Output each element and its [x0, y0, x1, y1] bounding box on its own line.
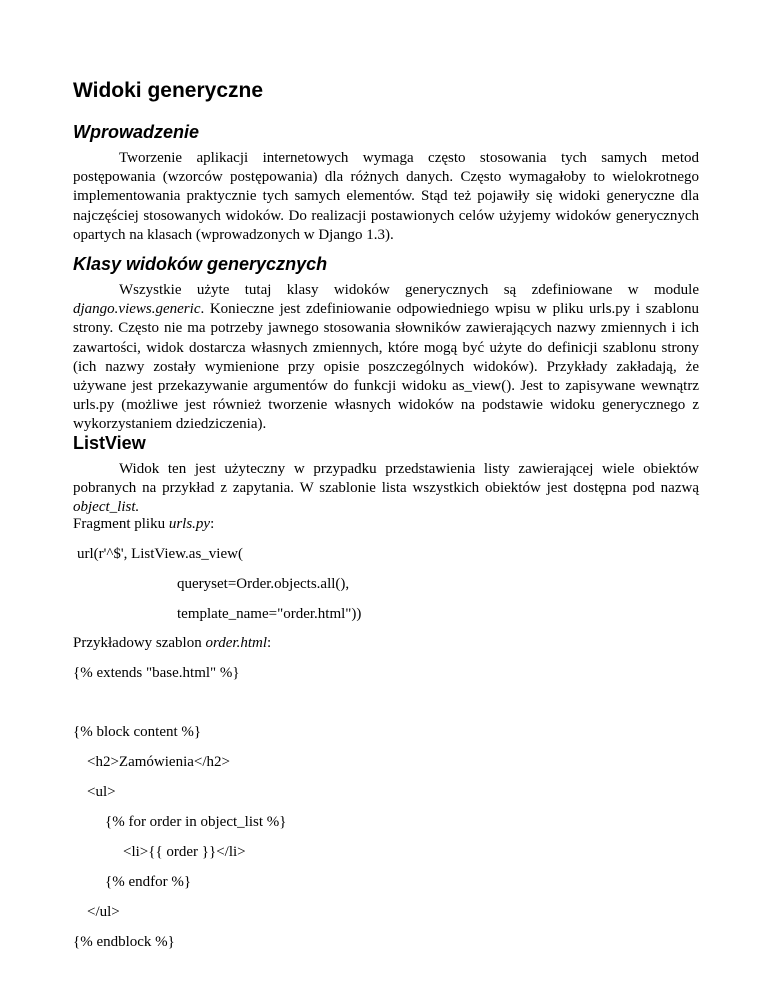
template-colon: :: [267, 635, 272, 651]
page-title: Widoki generyczne: [73, 79, 264, 102]
code-line: {% extends "base.html" %}: [73, 665, 240, 681]
urls-caption: [73, 515, 214, 534]
code-line: template_name="order.html")): [177, 606, 362, 622]
code-line: {% endfor %}: [105, 874, 192, 890]
urls-colon: :: [210, 516, 215, 532]
code-line: {% for order in object_list %}: [105, 814, 287, 830]
template-label: Przykładowy szablon: [73, 635, 202, 651]
intro-text: Tworzenie aplikacji internetowych wymaga często stosowania tych samych metod postępowania (wzorców postępowania) dla różnych danych. Często wymagałoby to wielokrotnego implementowania praktycznie tych samych elementów. Stąd też pojawiły się widoki generyczne dla najczęściej stosowanych widoków. Do realizacji postawionych celów użyjemy widoków generycznych opartych na klasach (wprowadzonych w Django 1.3).: [73, 150, 699, 243]
paragraph-listview: [73, 460, 699, 518]
module-name: django.views.generic: [73, 301, 201, 318]
code-line: {% block content %}: [73, 724, 202, 740]
paragraph-intro: [73, 149, 699, 245]
classes-text-after: . Konieczne jest zdefiniowanie odpowiedniego wpisu w pliku urls.py i szablonu strony. Często nie ma potrzeby jawnego stosowania słowników zawierających nazwy zmiennych i ich zawartości, widok dostarcza własnych zmiennych, które mogą być użyte do definicji szablonu strony (ich nazwy zostały wymienione przy opisie poszczególnych widoków). Przykłady zakładają, że używane jest przekazywanie argumentów do funkcji widoku as_view(). Jest to zapisywane wewnątrz urls.py (możliwe jest również tworzenie własnych widoków na podstawie widoku generycznego z wykorzystaniem dziedziczenia).: [73, 301, 699, 433]
code-line: url(r'^$', ListView.as_view(: [77, 546, 243, 562]
urls-label: Fragment pliku: [73, 516, 166, 532]
heading-listview: ListView: [73, 433, 146, 453]
heading-intro: Wprowadzenie: [73, 122, 200, 142]
template-caption: [73, 634, 271, 653]
code-line: queryset=Order.objects.all(),: [177, 576, 350, 592]
code-line: <li>{{ order }}</li>: [123, 844, 246, 860]
code-line: {% endblock %}: [73, 934, 175, 950]
heading-classes: Klasy widoków generycznych: [73, 254, 328, 274]
listview-text: Widok ten jest użyteczny w przypadku przedstawienia listy zawierającej wiele obiektów pobranych na przykład z zapytania. W szablonie lista wszystkich obiektów jest dostępna pod nazwą: [73, 461, 699, 497]
code-line: <h2>Zamówienia</h2>: [87, 754, 230, 770]
classes-text-before: Wszystkie użyte tutaj klasy widoków generycznych są zdefiniowane w module: [119, 282, 699, 298]
urls-filename: urls.py: [168, 516, 211, 532]
paragraph-classes: [73, 281, 699, 435]
code-line: </ul>: [87, 904, 120, 920]
template-filename: order.html: [205, 635, 268, 651]
code-line: <ul>: [87, 784, 116, 800]
object-list-name: object_list.: [73, 499, 140, 516]
